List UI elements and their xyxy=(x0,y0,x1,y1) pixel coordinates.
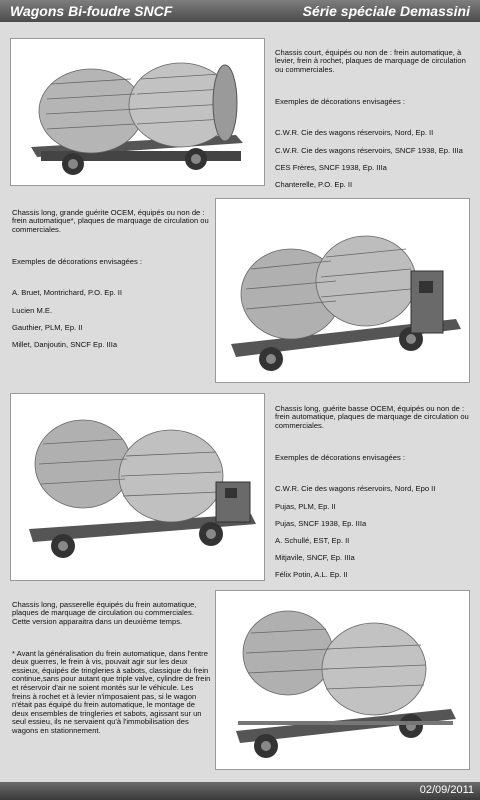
example-item: Pujas, PLM, Ep. II xyxy=(275,501,336,511)
section-4-text xyxy=(12,592,212,744)
section-4-note: * Avant la généralisation du frein automatique, dans l'entre deux guerres, le frein à vis, pouvait agir sur les deux essieux, équipés de tringleries à sabots, classique du frein continue,sans pour autant que triple valve, cylindre de frein et réservoir d'air ne soient montés sur le véhicule. Les freins à rochet et à levier n'imposaient pas, si le wagon n'était pas équipé du frein automatique, le montage de deux ensembles de tringleries et sabots, agissant sur un seul essieu, ils ne servaient qu'à l'immobilisation des wagons en stationnement. xyxy=(12,648,211,735)
section-2-examples-title: Exemples de décorations envisagées : xyxy=(12,256,143,266)
section-2-text xyxy=(12,200,212,358)
example-item: Lucien M.E. xyxy=(12,305,53,315)
section-3-description: Chassis long, guérite basse OCEM, équipés ou non de : frein automatique, plaques de marquage de circulation ou commerciales. xyxy=(275,403,469,430)
section-4-panel xyxy=(215,590,470,770)
section-1-description: Chassis court, équipés ou non de : frein automatique, à levier, frein à rochet, plaques de marquage de circulation ou commerciales. xyxy=(275,47,466,74)
example-item: C.W.R. Cie des wagons réservoirs, Nord, Ep. II xyxy=(275,128,434,138)
section-2-panel xyxy=(215,198,470,383)
date-label: 02/09/2011 xyxy=(419,784,474,796)
section-3-panel xyxy=(10,393,265,581)
section-3-text xyxy=(275,396,473,588)
wagon-long-walkway-image xyxy=(216,591,469,769)
section-1-text xyxy=(275,40,470,215)
example-item: A. Bruet, Montrichard, P.O. Ep. II xyxy=(12,288,123,298)
example-item: Gauthier, PLM, Ep. II xyxy=(12,322,83,332)
section-1-panel xyxy=(10,38,265,186)
section-4-description: Chassis long, passerelle équipés du frein automatique, plaques de marquage de circulation ou commerciales. Cette version apparaitra dans un deuxième temps. xyxy=(12,599,197,626)
example-item: Mitjavile, SNCF, Ep. IIIa xyxy=(275,553,355,563)
wagon-short-chassis-image xyxy=(11,39,264,185)
wagon-long-high-cabin-image xyxy=(216,199,469,382)
page-header xyxy=(0,0,480,22)
page-title: Wagons Bi-foudre SNCF xyxy=(10,3,173,19)
example-item: C.W.R. Cie des wagons réservoirs, Nord, Epo II xyxy=(275,484,436,494)
example-item: A. Schullé, EST, Ep. II xyxy=(275,535,350,545)
example-item: Millet, Danjoutin, SNCF Ep. IIIa xyxy=(12,339,118,349)
section-3-examples-title: Exemples de décorations envisagées : xyxy=(275,452,406,462)
series-title: Série spéciale Demassini xyxy=(302,3,470,19)
page-footer xyxy=(0,782,480,800)
wagon-long-low-cabin-image xyxy=(11,394,264,580)
example-item: Pujas, SNCF 1938, Ep. IIIa xyxy=(275,518,367,528)
example-item: Félix Potin, A.L. Ep. II xyxy=(275,570,348,580)
section-1-examples-title: Exemples de décorations envisagées : xyxy=(275,96,406,106)
example-item: Chanterelle, P.O. Ep. II xyxy=(275,179,353,189)
example-item: CES Frères, SNCF 1938, Ep. IIIa xyxy=(275,162,387,172)
section-2-description: Chassis long, grande guérite OCEM, équipés ou non de : frein automatique*, plaques de marquage de circulation ou commerciales. xyxy=(12,207,209,234)
example-item: C.W.R. Cie des wagons réservoirs, SNCF 1938, Ep. IIIa xyxy=(275,145,463,155)
